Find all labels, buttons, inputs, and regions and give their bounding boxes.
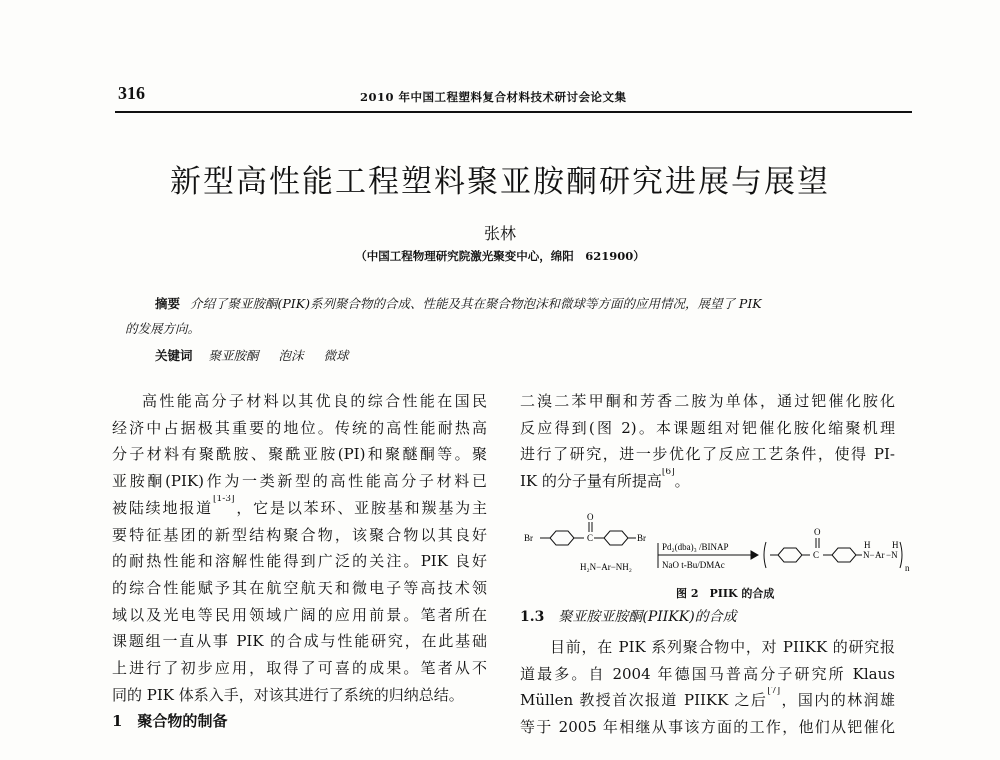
base-solvent-label: NaO t-Bu/DMAc bbox=[662, 560, 725, 570]
body-line: 道最多。自 2004 年德国马普高分子研究所 Klaus bbox=[520, 664, 895, 683]
body-line bbox=[520, 687, 895, 714]
bromo-right: Br bbox=[637, 533, 646, 543]
citation: [7] bbox=[767, 687, 781, 697]
author: 张林 bbox=[483, 224, 516, 243]
keywords-label: 关键词 bbox=[155, 348, 193, 363]
body-line: 的综合性能赋予其在航空航天和微电子等高技术领 bbox=[112, 578, 487, 597]
right-column-top bbox=[520, 388, 895, 495]
subsection-title: 聚亚胺亚胺酮(PIIKK)的合成 bbox=[558, 609, 737, 625]
body-line: 二溴二苯甲酮和芳香二胺为单体，通过钯催化胺化 bbox=[520, 392, 895, 410]
product-nh-right: −N bbox=[886, 550, 898, 560]
running-title: 2010 年中国工程塑料复合材料技术研讨会论文集 bbox=[360, 90, 627, 104]
body-line: 目前，在 PIK 系列聚合物中，对 PIIKK 的研究报 bbox=[550, 638, 895, 656]
body-line: 域以及光电等民用领域广阔的应用前景。笔者所在 bbox=[112, 605, 487, 624]
body-line: 分子材料有聚酰胺、聚酰亚胺(PI)和聚醚酮等。聚 bbox=[112, 445, 487, 464]
keywords bbox=[155, 346, 365, 364]
body-line bbox=[112, 495, 487, 522]
product-h-left: H bbox=[864, 540, 871, 550]
product-h-right: H bbox=[892, 540, 899, 550]
product-nh-left: N− bbox=[863, 550, 875, 560]
repeat-subscript: n bbox=[905, 563, 910, 573]
abstract-text-1: 介绍了聚亚胺酮(PIK)系列聚合物的合成、性能及其在聚合物泡沫和微球等方面的应用情况，展望了 PIK bbox=[190, 296, 762, 311]
subsection-number: 1.3 bbox=[520, 609, 545, 625]
carbonyl-label: O bbox=[587, 512, 594, 522]
keyword: 聚亚胺酮 bbox=[208, 348, 259, 363]
body-line: 同的 PIK 体系入手，对该其进行了系统的归纳总结。 bbox=[112, 685, 464, 704]
body-line bbox=[520, 468, 895, 495]
body-text: ，它是以苯环、亚胺基和羰基为主 bbox=[234, 498, 487, 517]
product-carbonyl-label: O bbox=[814, 527, 821, 537]
body-line: 高性能高分子材料以其优良的综合性能在国民 bbox=[142, 392, 487, 410]
body-line: 进行了研究，进一步优化了反应工艺条件，使得 PI- bbox=[520, 445, 895, 464]
body-text: 被陆续地报道 bbox=[112, 498, 213, 517]
carbonyl-carbon: C bbox=[587, 533, 594, 543]
body-text: IK 的分子量有所提高 bbox=[520, 472, 662, 491]
abstract-label: 摘要 bbox=[155, 296, 181, 311]
paper-title: 新型高性能工程塑料聚亚胺酮研究进展与展望 bbox=[170, 164, 830, 200]
body-line: 要特征基团的新型结构聚合物，该聚合物以其良好 bbox=[112, 525, 487, 544]
subsection-heading bbox=[520, 606, 737, 626]
product-ar: Ar bbox=[875, 550, 885, 560]
body-line: 上进行了初步应用，取得了可喜的成果。笔者从不 bbox=[112, 659, 487, 678]
left-column bbox=[112, 388, 487, 735]
section-heading: 1 聚合物的制备 bbox=[112, 712, 228, 731]
keyword: 泡沫 bbox=[278, 348, 304, 363]
body-line: 等于 2005 年相继从事该方面的工作，他们从钯催化 bbox=[520, 718, 895, 737]
body-line: 的耐热性能和溶解性能得到广泛的关注。PIK 良好 bbox=[112, 552, 487, 571]
header-rule bbox=[115, 111, 912, 113]
catalyst-label: Pd₂(dba)₃ /BINAP bbox=[662, 542, 729, 552]
diamine-monomer: H₂N−Ar−NH₂ bbox=[580, 562, 632, 572]
body-text: ，国内的林润雄 bbox=[780, 691, 895, 710]
body-line: 反应得到(图 2)。本课题组对钯催化胺化缩聚机理 bbox=[520, 418, 895, 437]
affiliation: （中国工程物理研究院激光聚变中心，绵阳 621900） bbox=[355, 249, 645, 263]
body-text: 。 bbox=[674, 472, 690, 491]
citation: [6] bbox=[661, 468, 675, 478]
citation: [1-3] bbox=[213, 494, 235, 504]
page-number: 316 bbox=[118, 83, 145, 103]
abstract bbox=[125, 291, 895, 341]
figure-caption: 图 2 PIIK 的合成 bbox=[676, 587, 775, 600]
bromo-left: Br bbox=[524, 533, 533, 543]
abstract-text-2: 的发展方向。 bbox=[125, 321, 201, 336]
body-text: Müllen 教授首次报道 PIIKK 之后 bbox=[520, 691, 768, 710]
keyword: 微球 bbox=[323, 348, 349, 363]
body-line: 课题组一直从事 PIK 的合成与性能研究，在此基础 bbox=[112, 632, 487, 651]
right-column-bottom bbox=[520, 634, 895, 741]
product-carbonyl-carbon: C bbox=[813, 550, 820, 560]
body-line: 经济中占据极其重要的地位。传统的高性能耐热高 bbox=[112, 418, 487, 437]
reaction-scheme bbox=[520, 510, 910, 580]
body-line: 亚胺酮(PIK)作为一类新型的高性能高分子材料已 bbox=[112, 472, 487, 491]
